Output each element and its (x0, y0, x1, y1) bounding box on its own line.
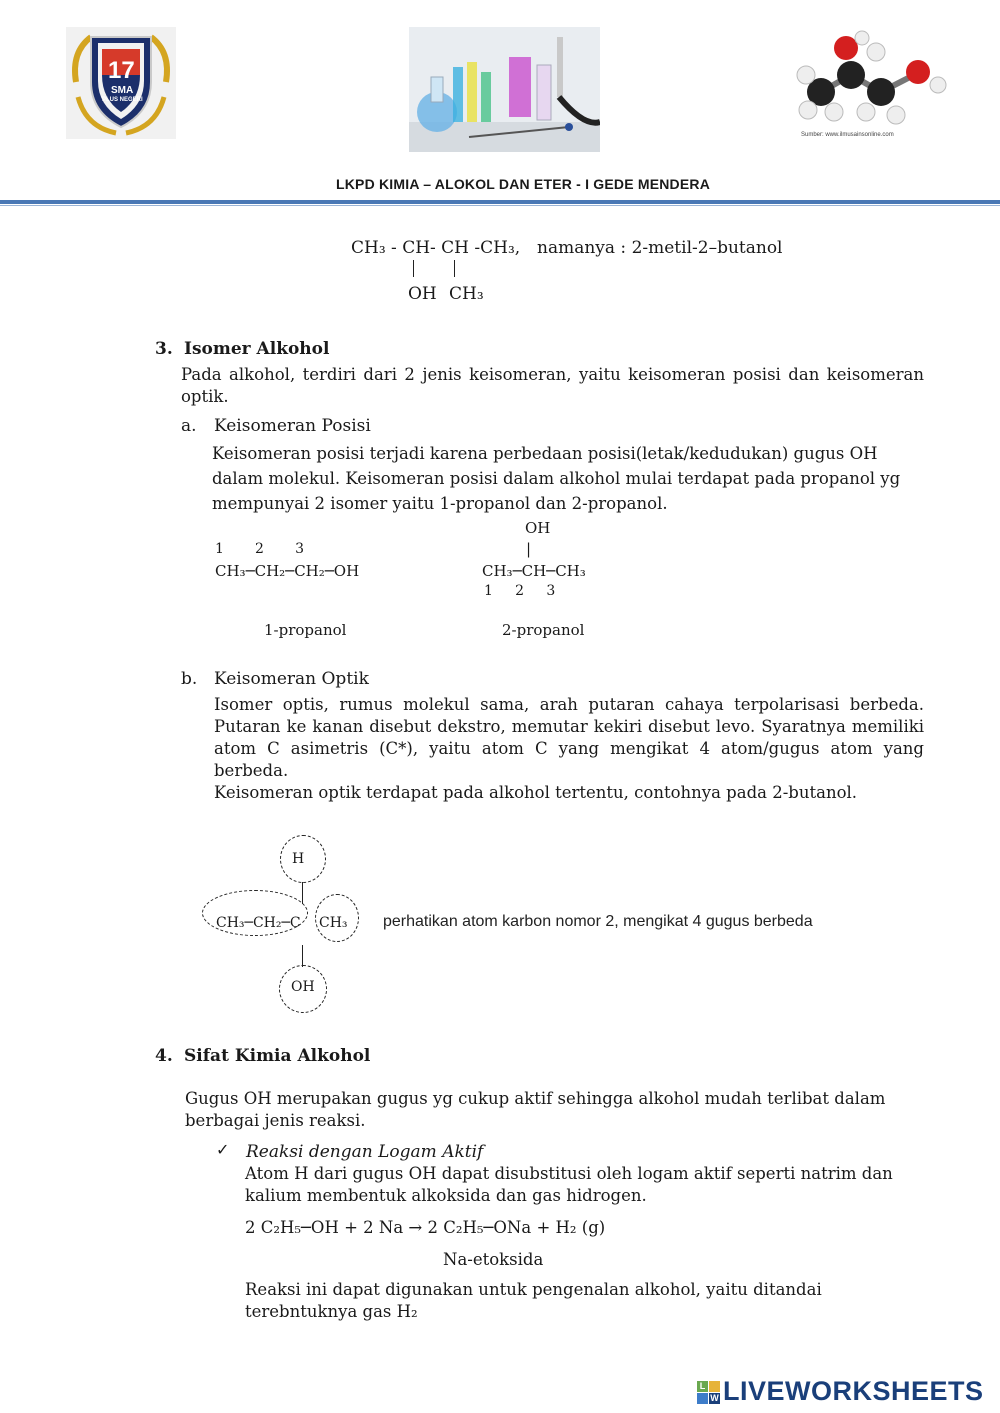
logo-number: 17 (108, 57, 135, 84)
reaction-title: Reaksi dengan Logam Aktif (246, 1142, 484, 1162)
badge-letter: L (697, 1381, 708, 1392)
bond-line (454, 260, 455, 277)
logo-plus-negeri: PLUS NEGERI (102, 97, 143, 103)
badge-cell (697, 1393, 708, 1404)
subsection-title: Keisomeran Optik (214, 669, 369, 689)
logo-sma: SMA (111, 85, 134, 96)
propanol2-numbers: 1 2 3 (484, 583, 556, 599)
molecule-image (796, 30, 956, 142)
subsection-text: Isomer optis, rumus molekul sama, arah putaran cahaya terpolarisasi berbeda. Putaran ke kanan disebut dekstro, memutar kekiri disebut levo. Syaratnya memiliki atom C asimetris (C*), yaitu atom C yang mengikat 4 atom/gugus atom yang berbeda. (214, 695, 924, 780)
diagram-chain: CH₃─CH₂─C (216, 915, 301, 931)
section-intro: Pada alkohol, terdiri dari 2 jenis keisomeran, yaitu keisomeran posisi dan keisomeran optik. (181, 365, 924, 406)
liveworksheets-badge (697, 1381, 721, 1405)
formula-oh: OH (408, 284, 437, 304)
badge-letter: W (710, 1393, 719, 1403)
liveworksheets-logo[interactable]: LIVEWORKSHEETS (723, 1376, 984, 1406)
header-divider-thin (0, 205, 1000, 206)
subsection-text: Keisomeran posisi terjadi karena perbedaan posisi(letak/kedudukan) gugus OH dalam molekul. Keisomeran posisi dalam alkohol mulai terdapat pada propanol yg mempunyai 2 isomer yaitu 1-propanol dan 2-propanol. (212, 444, 901, 513)
lab-glassware-icon (409, 27, 600, 152)
check-icon: ✓ (216, 1140, 230, 1159)
product-name: Na-etoksida (443, 1250, 544, 1269)
school-logo (66, 27, 176, 139)
header-divider (0, 200, 1000, 204)
subsection-text: Keisomeran optik terdapat pada alkohol tertentu, contohnya pada 2-butanol. (214, 783, 858, 802)
diagram-caption: perhatikan atom karbon nomor 2, mengikat 4 gugus berbeda (383, 913, 813, 930)
section-title: Isomer Alkohol (184, 339, 330, 359)
reaction-equation: 2 C₂H₅─OH + 2 Na → 2 C₂H₅─ONa + H₂ (g) (245, 1218, 606, 1237)
section-title: Sifat Kimia Alkohol (184, 1046, 371, 1066)
subsection-label: b. (181, 669, 198, 689)
subsection-title: Keisomeran Posisi (214, 416, 371, 436)
molecule-model-icon (796, 30, 956, 130)
propanol1-numbers: 1 2 3 (215, 541, 305, 557)
propanol1-formula: CH₃─CH₂─CH₂─OH (215, 562, 360, 580)
formula-chain: CH₃ - CH- CH -CH₃, (351, 238, 521, 258)
subsection-label: a. (181, 416, 197, 436)
propanol2-bond: | (526, 540, 532, 558)
propanol2-oh: OH (525, 519, 551, 537)
molecule-source: Sumber: www.ilmusainsonline.com (801, 132, 894, 138)
propanol2-name: 2-propanol (502, 621, 585, 639)
formula-main (351, 237, 520, 259)
diagram-oh: OH (291, 979, 315, 995)
reaction-text: Reaksi ini dapat digunakan untuk pengenalan alkohol, yaitu ditandai terebntuknya gas H₂ (245, 1280, 822, 1321)
badge-cell (709, 1381, 720, 1392)
propanol1-name: 1-propanol (264, 621, 347, 639)
section-number: 3. (155, 339, 173, 359)
diagram-h: H (292, 851, 305, 867)
section-number: 4. (155, 1046, 173, 1066)
section-intro: Gugus OH merupakan gugus yg cukup aktif sehingga alkohol mudah terlibat dalam berbagai jenis reaksi. (185, 1089, 886, 1130)
formula-ch3: CH₃ (449, 284, 484, 304)
bond-line (302, 945, 303, 967)
diagram-ch3: CH₃ (319, 915, 348, 931)
page-title: LKPD KIMIA – ALOKOL DAN ETER - I GEDE MENDERA (335, 176, 711, 192)
propanol2-formula: CH₃─CH─CH₃ (482, 562, 586, 580)
bond-line (413, 260, 414, 277)
bond-line (302, 882, 303, 904)
formula-name: namanya : 2-metil-2–butanol (537, 238, 783, 258)
lab-equipment-image (409, 27, 600, 152)
reaction-text: Atom H dari gugus OH dapat disubstitusi oleh logam aktif seperti natrim dan kalium membentuk alkoksida dan gas hidrogen. (245, 1164, 893, 1205)
